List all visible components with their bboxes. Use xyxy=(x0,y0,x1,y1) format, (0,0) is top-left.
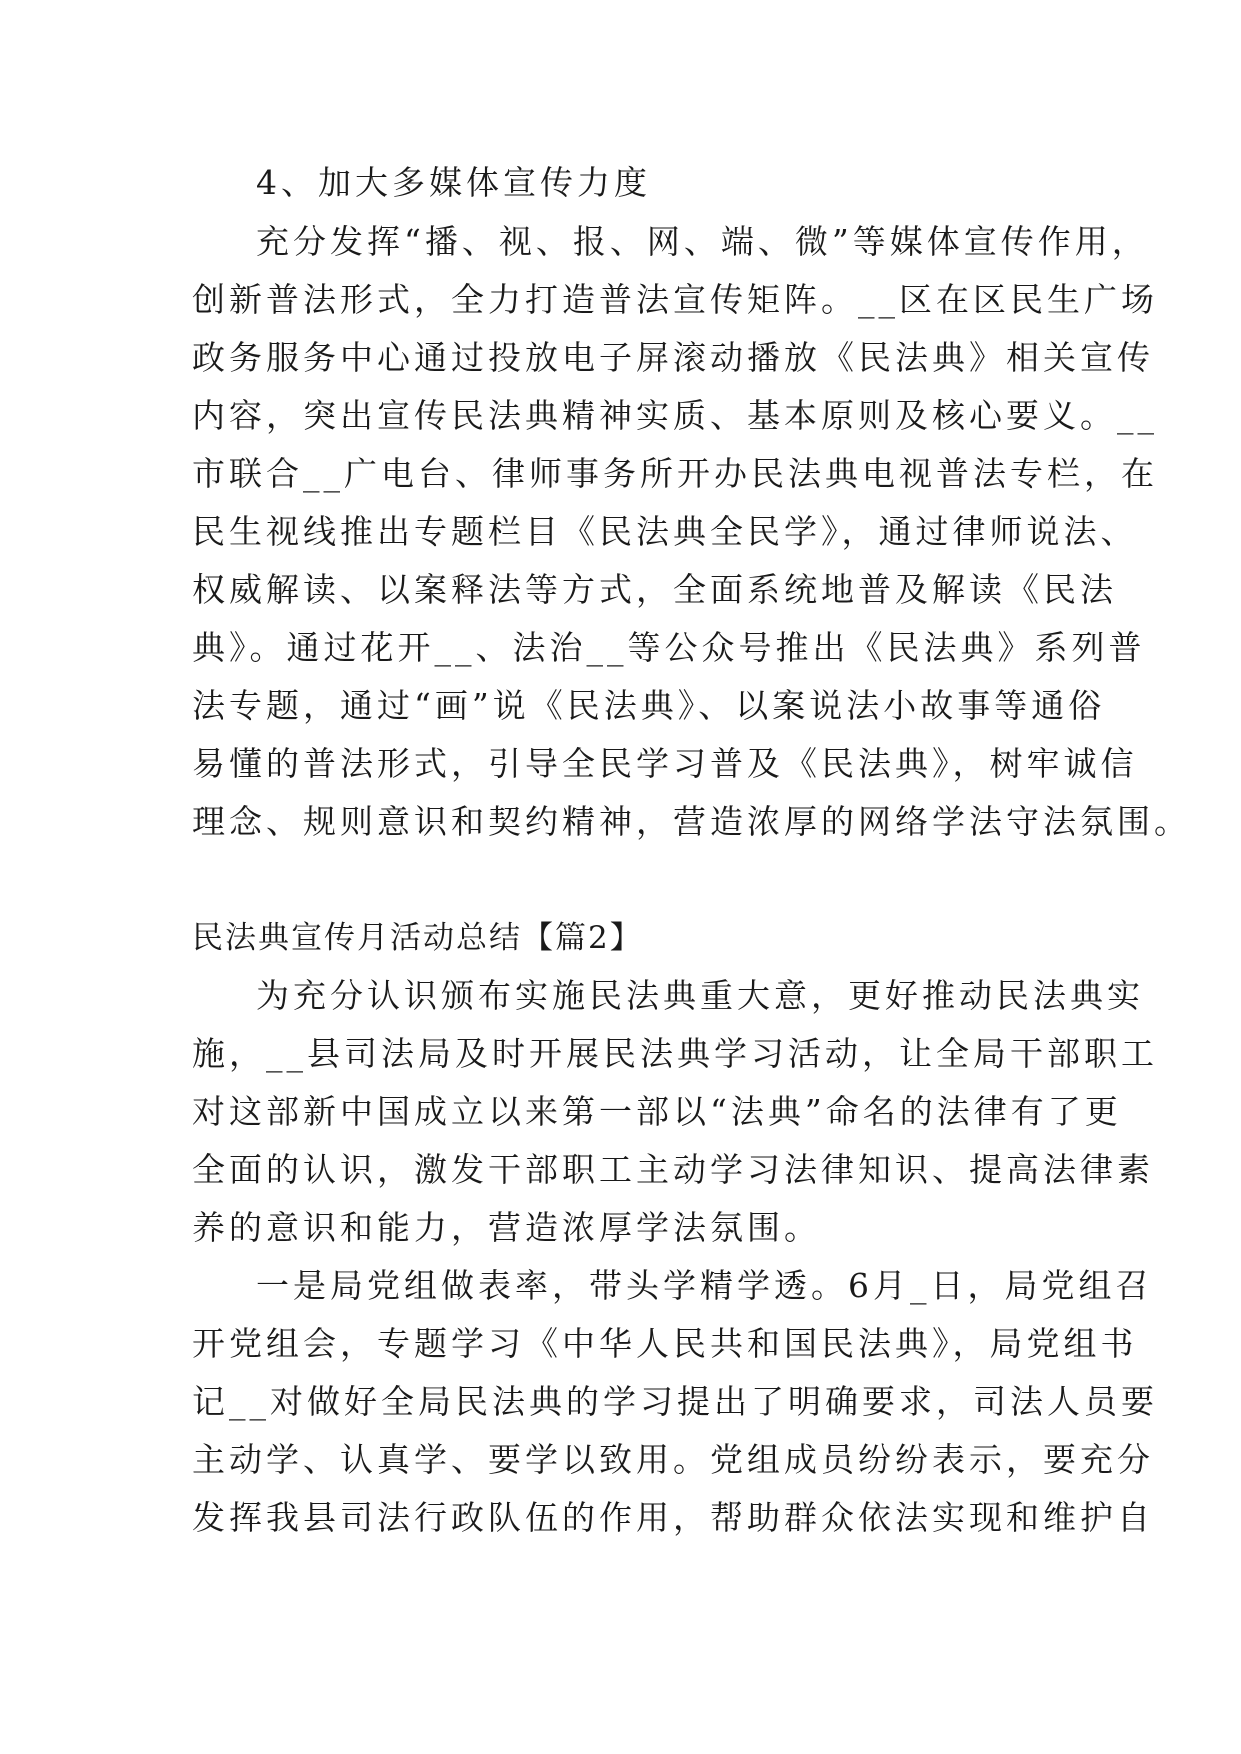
paragraph-line: 创新普法形式，全力打造普法宣传矩阵。__区在区民生广场 xyxy=(192,280,1158,319)
paragraph-line: 养的意识和能力，营造浓厚学法氛围。 xyxy=(192,1208,821,1247)
paragraph-line: 政务服务中心通过投放电子屏滚动播放《民法典》相关宣传 xyxy=(192,338,1154,377)
paragraph-line: 主动学、认真学、要学以致用。党组成员纷纷表示，要充分 xyxy=(192,1440,1154,1479)
section-title: 民法典宣传月活动总结【篇2】 xyxy=(192,920,643,956)
paragraph-line: 法专题，通过“画”说《民法典》、以案说法小故事等通俗 xyxy=(192,686,1106,725)
paragraph-line: 开党组会，专题学习《中华人民共和国民法典》，局党组书 xyxy=(192,1324,1138,1363)
paragraph-line: 充分发挥“播、视、报、网、端、微”等媒体宣传作用， xyxy=(256,222,1149,261)
paragraph-line: 市联合__广电台、律师事务所开办民法典电视普法专栏，在 xyxy=(192,454,1158,493)
paragraph-line: 理念、规则意识和契约精神，营造浓厚的网络学法守法氛围。 xyxy=(192,802,1191,841)
paragraph-line: 发挥我县司法行政队伍的作用，帮助群众依法实现和维护自 xyxy=(192,1498,1154,1537)
paragraph-line: 记__对做好全局民法典的学习提出了明确要求，司法人员要 xyxy=(192,1382,1158,1421)
paragraph-line: 民生视线推出专题栏目《民法典全民学》，通过律师说法、 xyxy=(192,512,1138,551)
paragraph-line: 内容，突出宣传民法典精神实质、基本原则及核心要义。__ xyxy=(192,396,1158,435)
paragraph-line: 施，__县司法局及时开展民法典学习活动，让全局干部职工 xyxy=(192,1034,1158,1073)
paragraph-line: 典》。通过花开__、法治__等公众号推出《民法典》系列普 xyxy=(192,628,1146,667)
paragraph-line: 对这部新中国成立以来第一部以“法典”命名的法律有了更 xyxy=(192,1092,1122,1131)
paragraph-line: 一是局党组做表率，带头学精学透。6月_日，局党组召 xyxy=(256,1266,1153,1305)
paragraph-line: 全面的认识，激发干部职工主动学习法律知识、提高法律素 xyxy=(192,1150,1154,1189)
paragraph-line: 为充分认识颁布实施民法典重大意，更好推动民法典实 xyxy=(256,976,1144,1015)
section-heading: 4、加大多媒体宣传力度 xyxy=(256,163,651,202)
paragraph-line: 权威解读、以案释法等方式，全面系统地普及解读《民法 xyxy=(192,570,1117,609)
paragraph-line: 易懂的普法形式，引导全民学习普及《民法典》，树牢诚信 xyxy=(192,744,1138,783)
